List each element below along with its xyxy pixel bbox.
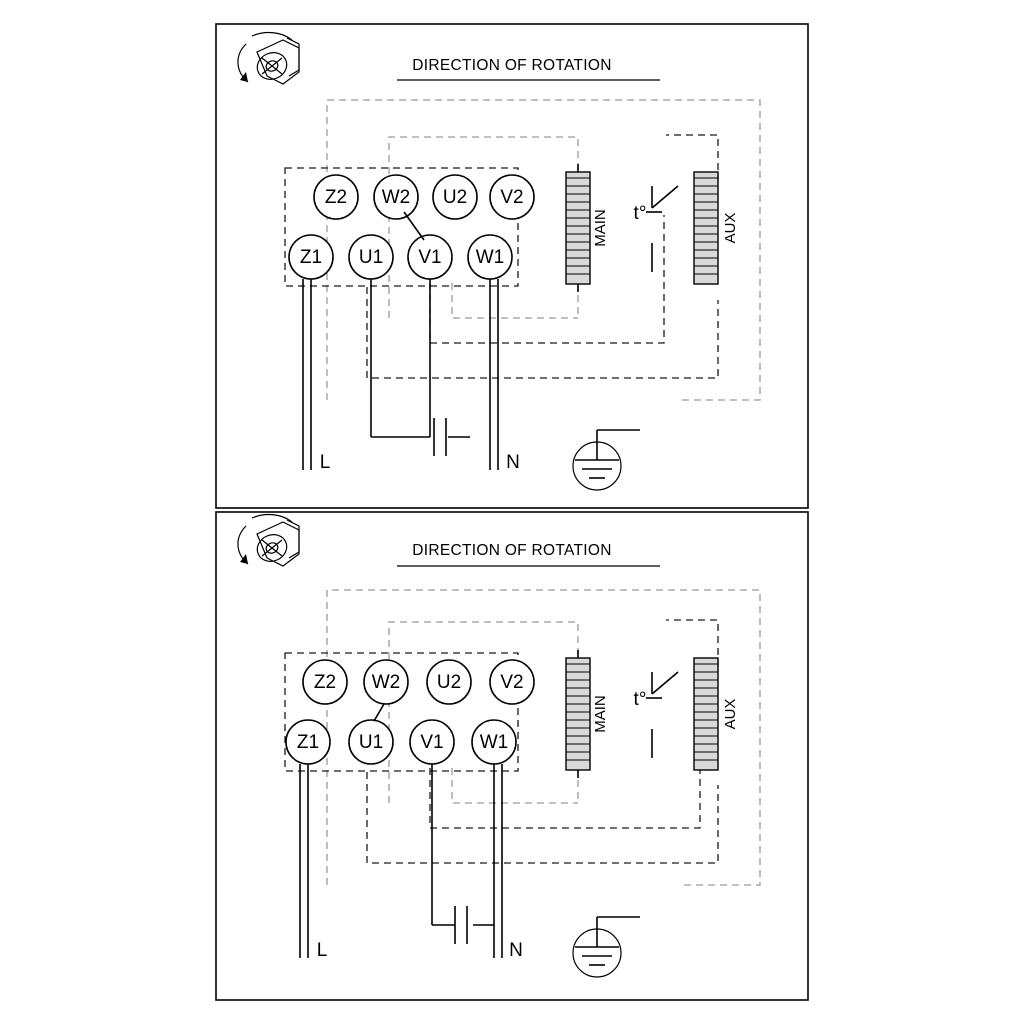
terminal-w1-bottom-label: W1 [479, 732, 509, 754]
terminal-u2-bottom-label: U2 [436, 672, 462, 694]
terminal-z1-bottom[interactable] [286, 720, 330, 764]
terminal-u2-top-label: U2 [442, 187, 468, 209]
terminal-v1-top-label: V1 [418, 247, 442, 269]
panel-top-terminals [289, 175, 534, 279]
terminal-w2-bottom[interactable] [364, 660, 408, 704]
supply-l-bottom-label: L [316, 940, 328, 962]
thermal-switch-top-label: t° [633, 203, 647, 225]
terminal-v2-bottom[interactable] [490, 660, 534, 704]
coil-aux-top [694, 172, 739, 284]
terminal-v1-top[interactable] [408, 235, 452, 279]
panel-top-title [397, 57, 660, 80]
terminal-u1-top-label: U1 [358, 247, 384, 269]
terminal-u1-top[interactable] [349, 235, 393, 279]
terminal-w1-top-label: W1 [475, 247, 505, 269]
terminal-v1-bottom-label: V1 [420, 732, 444, 754]
coil-main-bottom [566, 650, 609, 778]
terminal-u1-bottom-label: U1 [358, 732, 384, 754]
terminal-u2-bottom[interactable] [427, 660, 471, 704]
coil-aux-bottom [694, 658, 739, 770]
supply-l-top-label: L [319, 452, 331, 474]
link-strap-top [404, 212, 424, 240]
coil-aux-top-label: AUX [721, 212, 739, 244]
supply-n-top-label: N [506, 452, 520, 474]
panel-top-title-text: DIRECTION OF ROTATION [412, 57, 612, 74]
terminal-z2-top[interactable] [314, 175, 358, 219]
link-strap-bottom [374, 704, 384, 721]
terminal-z2-top-label: Z2 [324, 187, 348, 209]
coil-main-top [566, 164, 609, 292]
panel-bottom-title-text: DIRECTION OF ROTATION [412, 542, 612, 559]
terminal-v1-bottom[interactable] [410, 720, 454, 764]
terminal-w1-bottom[interactable] [472, 720, 516, 764]
terminal-v2-top[interactable] [490, 175, 534, 219]
thermal-switch-bottom-label: t° [633, 689, 647, 711]
earth-ground-icon-top [573, 430, 640, 490]
terminal-u1-bottom[interactable] [349, 720, 393, 764]
terminal-z1-top[interactable] [289, 235, 333, 279]
terminal-z1-top-label: Z1 [299, 247, 323, 269]
coil-main-top-label: MAIN [591, 209, 609, 247]
terminal-z1-bottom-label: Z1 [296, 732, 320, 754]
terminal-u2-top[interactable] [433, 175, 477, 219]
coil-aux-bottom-label: AUX [721, 698, 739, 730]
supply-n-bottom-label: N [509, 940, 523, 962]
terminal-z2-bottom-label: Z2 [313, 672, 337, 694]
terminal-w2-top[interactable] [374, 175, 418, 219]
terminal-v2-bottom-label: V2 [500, 672, 524, 694]
terminal-z2-bottom[interactable] [303, 660, 347, 704]
motor-shaft-rotation-icon-bottom [238, 515, 299, 566]
terminal-w2-bottom-label: W2 [371, 672, 401, 694]
earth-ground-icon-bottom [573, 917, 640, 977]
terminal-w1-top[interactable] [468, 235, 512, 279]
panel-bottom-title [397, 542, 660, 566]
coil-main-bottom-label: MAIN [591, 695, 609, 733]
panel-top-supply [303, 279, 520, 473]
motor-shaft-rotation-icon [238, 33, 299, 84]
thermal-switch-top [634, 186, 678, 272]
terminal-w2-top-label: W2 [381, 187, 411, 209]
thermal-switch-bottom [634, 672, 678, 758]
panel-bottom-terminals [286, 660, 534, 764]
terminal-v2-top-label: V2 [500, 187, 524, 209]
